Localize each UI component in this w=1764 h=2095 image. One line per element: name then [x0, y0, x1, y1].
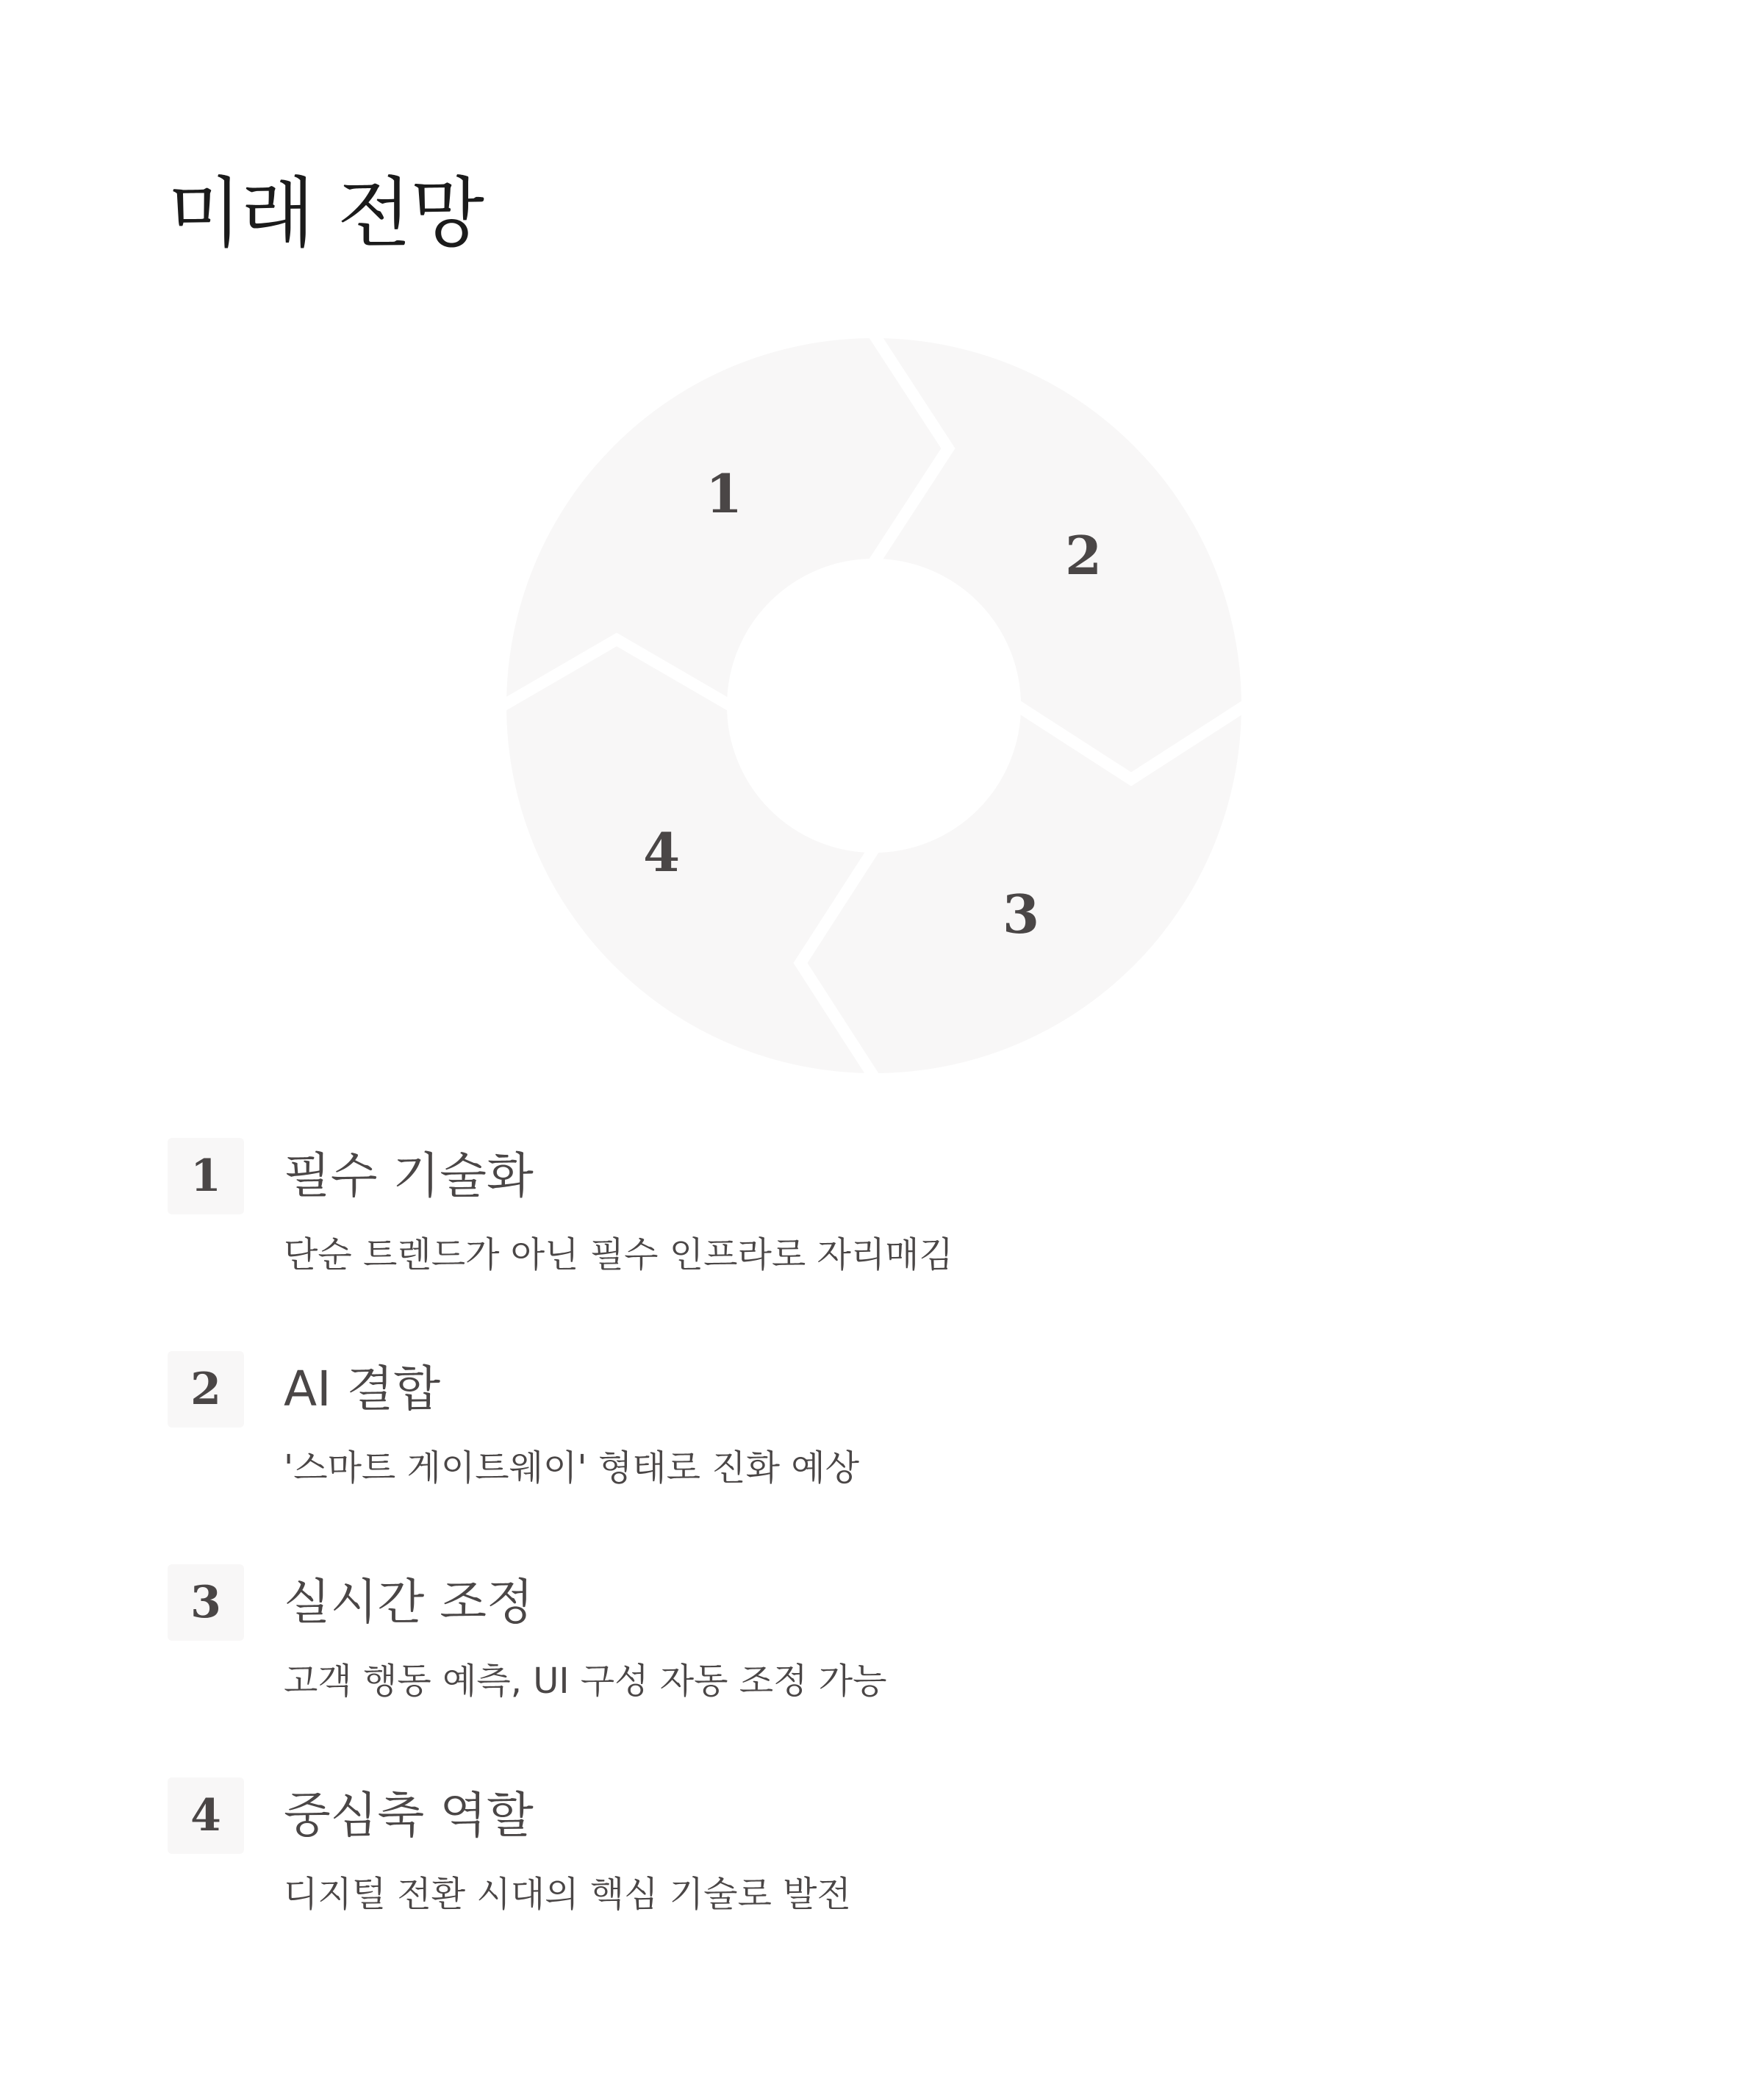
item-description: 디지털 전환 시대의 핵심 기술로 발전	[284, 1874, 851, 1915]
segment-number-2: 2	[1064, 524, 1102, 587]
list-item	[168, 1351, 1564, 1564]
item-heading: AI 결합	[284, 1361, 441, 1417]
item-description: '스마트 게이트웨이' 형태로 진화 예상	[284, 1447, 859, 1489]
item-number-badge: 4	[168, 1777, 244, 1854]
segment-number-3: 3	[1002, 883, 1040, 945]
segment-number-1: 1	[705, 462, 743, 525]
item-heading: 중심축 역할	[284, 1787, 534, 1844]
list-item	[168, 1777, 1564, 1991]
item-description: 단순 트렌드가 아닌 필수 인프라로 자리매김	[284, 1234, 953, 1275]
list-item	[168, 1564, 1564, 1777]
item-number-badge: 3	[168, 1564, 244, 1641]
segment-number-4: 4	[642, 821, 681, 884]
item-number-badge: 1	[168, 1138, 244, 1214]
item-heading: 실시간 조정	[284, 1574, 534, 1630]
page-title: 미래 전망	[168, 168, 484, 258]
item-list	[168, 1138, 1564, 1991]
item-description: 고객 행동 예측, UI 구성 자동 조정 가능	[284, 1661, 887, 1702]
list-item	[168, 1138, 1564, 1351]
diagram-center	[727, 559, 1021, 853]
item-number-badge: 2	[168, 1351, 244, 1428]
item-heading: 필수 기술화	[284, 1147, 534, 1204]
